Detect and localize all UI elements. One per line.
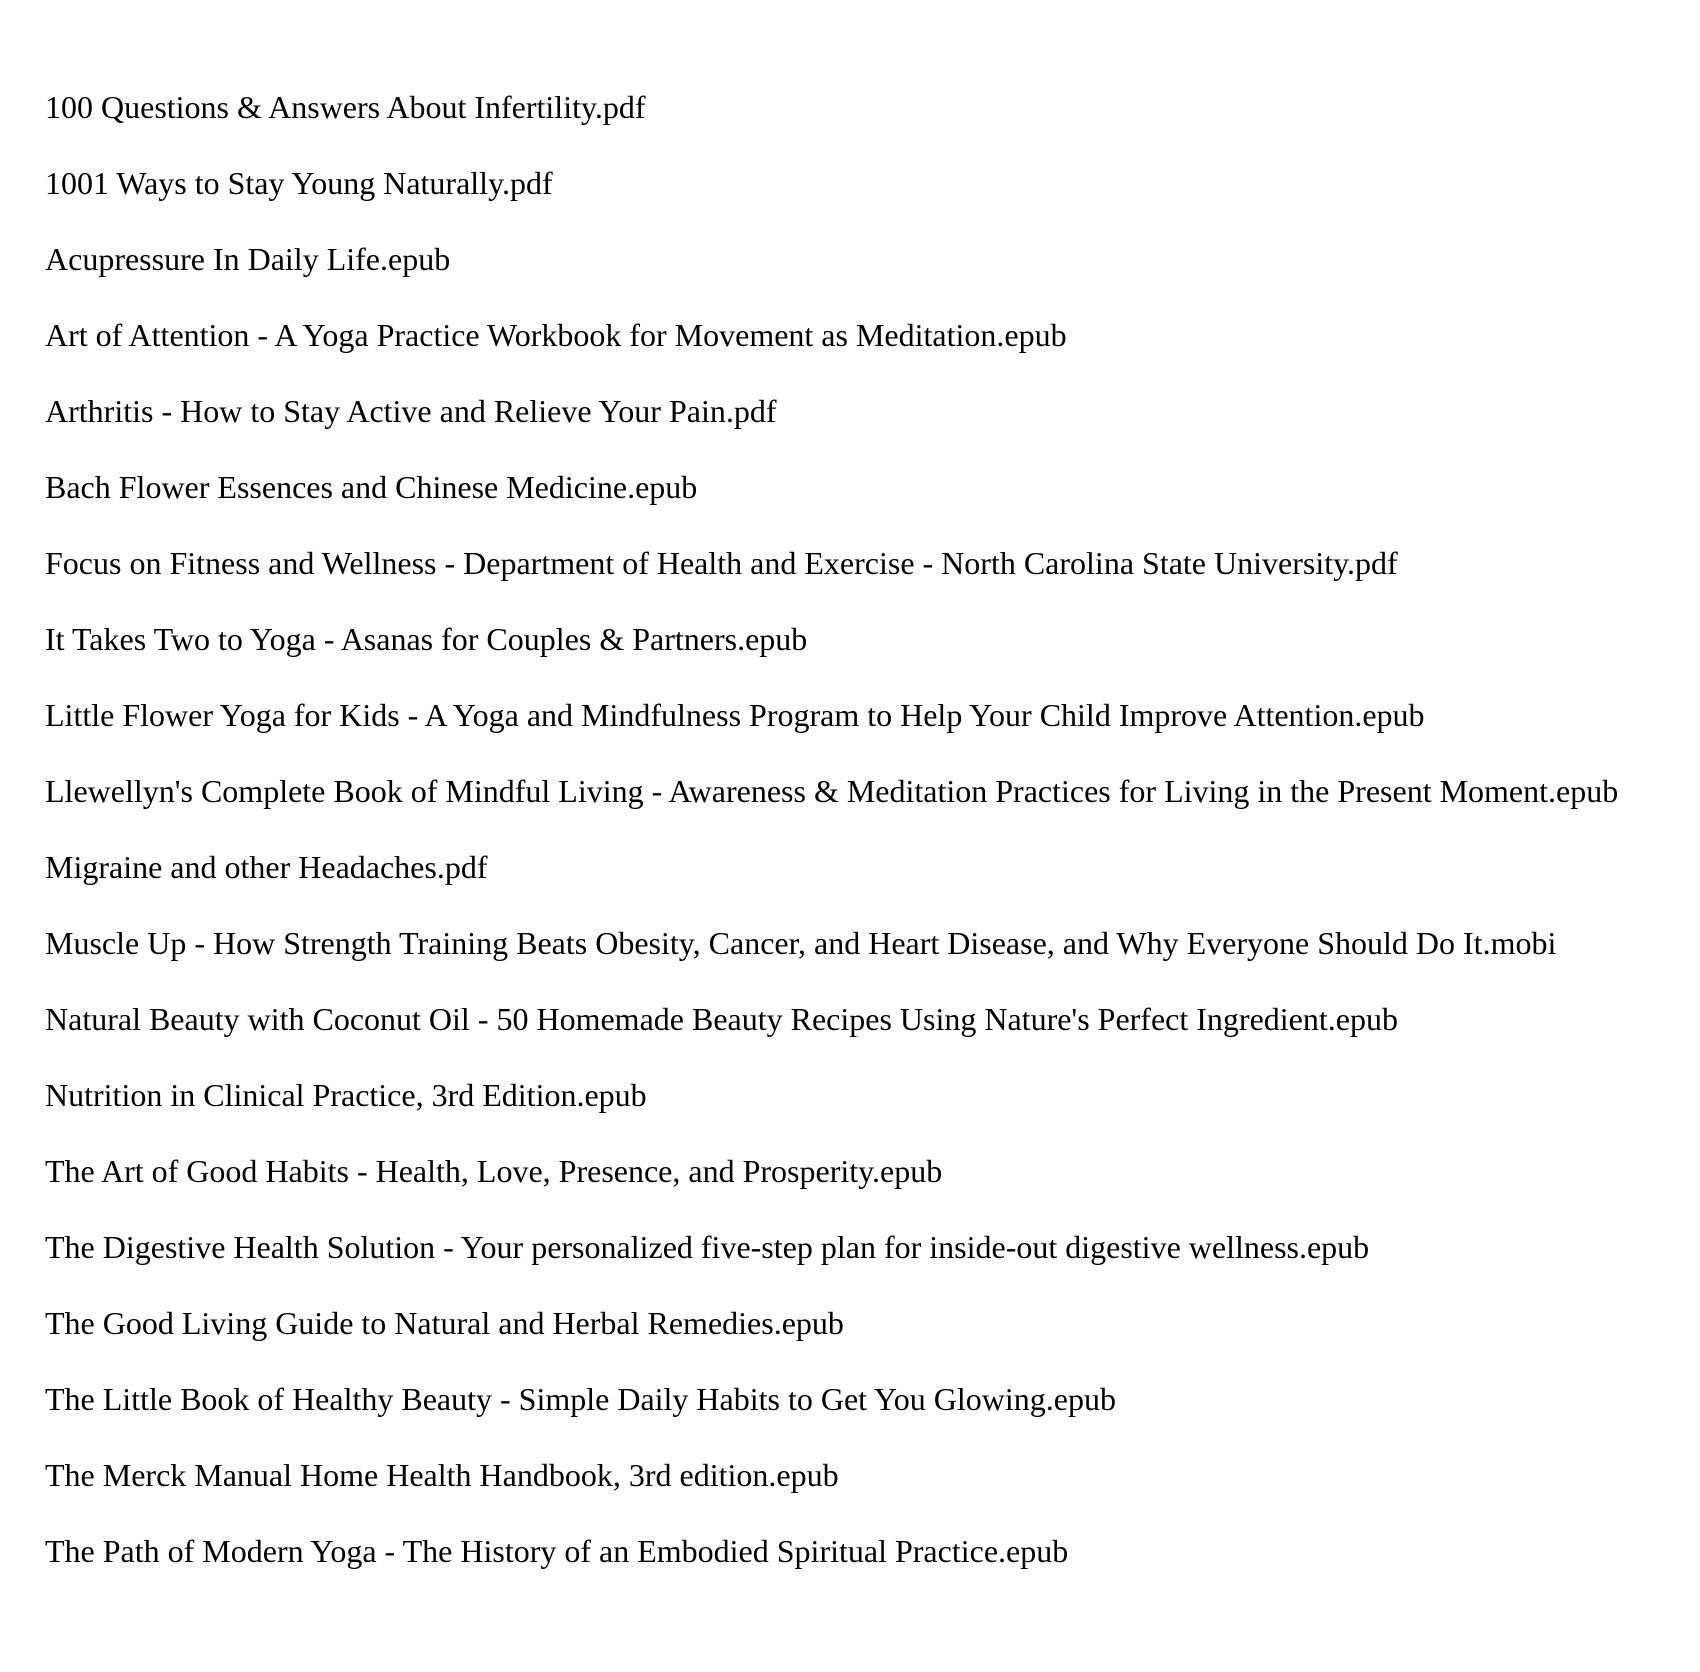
- list-item: Bach Flower Essences and Chinese Medicine.epub: [45, 469, 698, 505]
- list-item: Little Flower Yoga for Kids - A Yoga and Mindfulness Program to Help Your Child Improve Attention.epub: [45, 697, 1425, 733]
- list-item: 1001 Ways to Stay Young Naturally.pdf: [45, 165, 553, 201]
- list-item: Nutrition in Clinical Practice, 3rd Edition.epub: [45, 1077, 647, 1113]
- list-item: The Merck Manual Home Health Handbook, 3rd edition.epub: [45, 1457, 839, 1493]
- list-item: The Good Living Guide to Natural and Herbal Remedies.epub: [45, 1305, 844, 1341]
- list-item: The Art of Good Habits - Health, Love, Presence, and Prosperity.epub: [45, 1153, 943, 1189]
- list-item: Acupressure In Daily Life.epub: [45, 241, 451, 277]
- list-item: Migraine and other Headaches.pdf: [45, 849, 488, 885]
- list-item: It Takes Two to Yoga - Asanas for Couples & Partners.epub: [45, 621, 808, 657]
- list-item: Focus on Fitness and Wellness - Department of Health and Exercise - North Carolina State University.pdf: [45, 545, 1398, 581]
- list-item: Natural Beauty with Coconut Oil - 50 Homemade Beauty Recipes Using Nature's Perfect Ingredient.epub: [45, 1001, 1398, 1037]
- list-item: The Little Book of Healthy Beauty - Simple Daily Habits to Get You Glowing.epub: [45, 1381, 1116, 1417]
- list-item: The Path of Modern Yoga - The History of an Embodied Spiritual Practice.epub: [45, 1533, 1069, 1569]
- list-item: Muscle Up - How Strength Training Beats Obesity, Cancer, and Heart Disease, and Why Everyone Should Do It.mobi: [45, 925, 1557, 961]
- list-item: 100 Questions & Answers About Infertility.pdf: [45, 89, 646, 125]
- list-item: Llewellyn's Complete Book of Mindful Living - Awareness & Meditation Practices for Living in the Present Moment.epub: [45, 773, 1619, 809]
- list-item: Art of Attention - A Yoga Practice Workbook for Movement as Meditation.epub: [45, 317, 1067, 353]
- list-item: The Digestive Health Solution - Your personalized five-step plan for inside-out digestive wellness.epub: [45, 1229, 1370, 1265]
- list-item: Arthritis - How to Stay Active and Relieve Your Pain.pdf: [45, 393, 777, 429]
- file-list: [45, 88, 1665, 1608]
